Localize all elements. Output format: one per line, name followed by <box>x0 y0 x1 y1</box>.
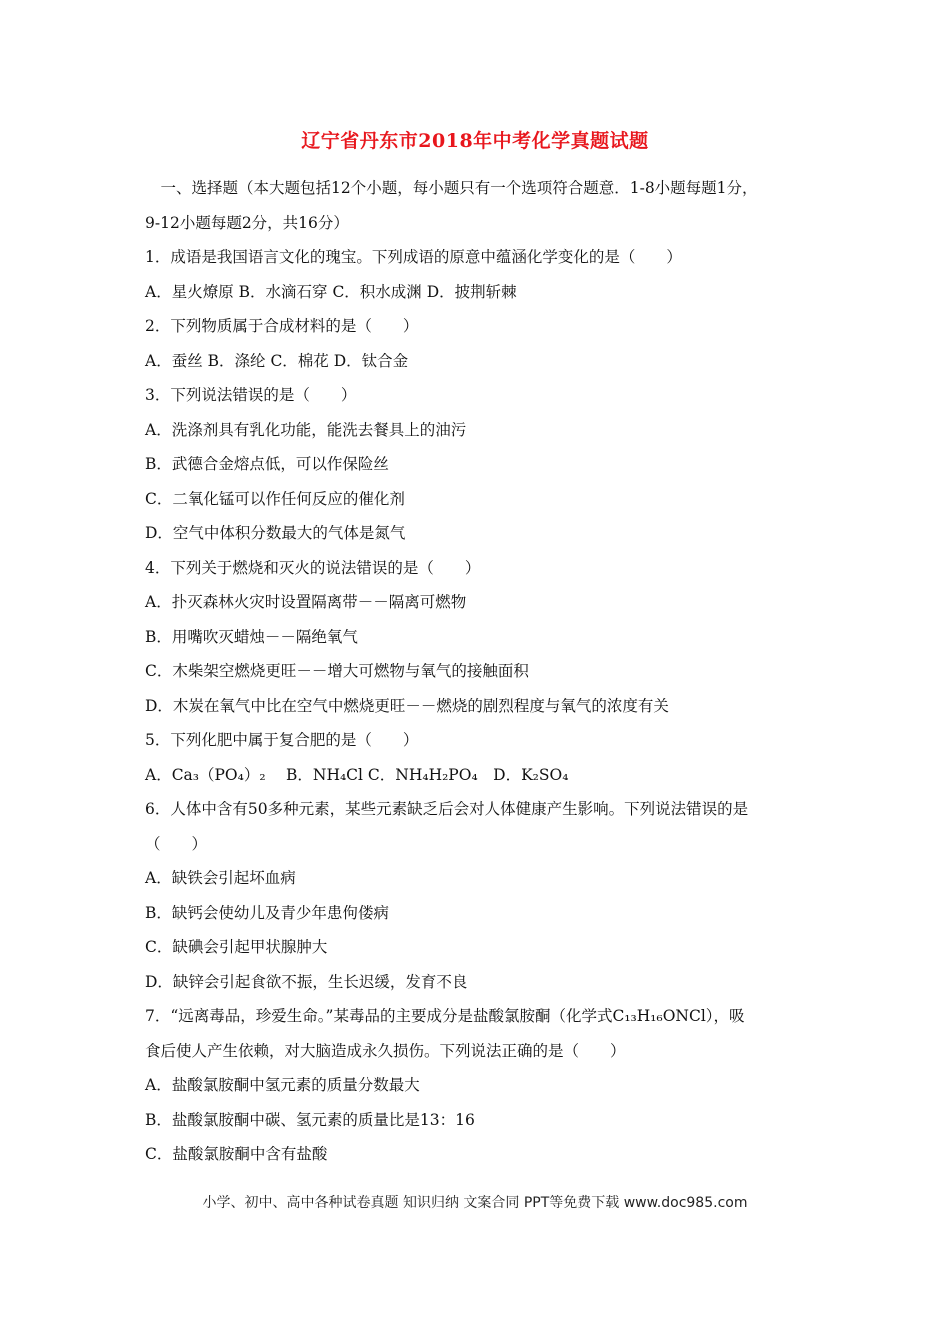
question-6-option-c: C．缺碘会引起甲状腺肿大 <box>145 938 328 956</box>
page-title: 辽宁省丹东市2018年中考化学真题试题 <box>301 130 649 152</box>
question-6-cont: （ ） <box>145 834 208 853</box>
question-2: 2．下列物质属于合成材料的是（ ） <box>145 317 419 335</box>
question-1: 1．成语是我国语言文化的瑰宝。下列成语的原意中蕴涵化学变化的是（ ） <box>145 248 682 266</box>
question-3-option-a: A．洗涤剂具有乳化功能，能洗去餐具上的油污 <box>145 420 467 439</box>
question-4-option-d: D．木炭在氧气中比在空气中燃烧更旺－－燃烧的剧烈程度与氧气的浓度有关 <box>145 696 669 715</box>
question-3-option-d: D．空气中体积分数最大的气体是氮气 <box>145 524 406 542</box>
question-2-options: A．蚕丝 B．涤纶 C．棉花 D．钛合金 <box>145 351 409 370</box>
question-4: 4．下列关于燃烧和灭火的说法错误的是（ ） <box>145 558 481 577</box>
question-3-option-c: C．二氧化锰可以作任何反应的催化剂 <box>145 489 405 508</box>
question-6-option-b: B．缺钙会使幼儿及青少年患佝偻病 <box>145 903 389 922</box>
question-7-option-c: C．盐酸氯胺酮中含有盐酸 <box>145 1145 328 1163</box>
question-7-option-a: A．盐酸氯胺酮中氢元素的质量分数最大 <box>145 1076 420 1094</box>
question-5-options: A．Ca₃（PO₄）₂ B．NH₄Cl C．NH₄H₂PO₄ D．K₂SO₄ <box>145 765 569 784</box>
question-3-option-b: B．武德合金熔点低，可以作保险丝 <box>145 455 389 473</box>
section-heading: 一、选择题（本大题包括12个小题，每小题只有一个选项符合题意．1-8小题每题1分， <box>145 179 758 197</box>
section-heading-cont: 9-12小题每题2分，共16分） <box>145 213 349 232</box>
question-1-options: A．星火燎原 B．水滴石穿 C．积水成渊 D．披荆斩棘 <box>145 282 517 301</box>
question-5: 5．下列化肥中属于复合肥的是（ ） <box>145 731 419 749</box>
question-4-option-a: A．扑灭森林火灾时设置隔离带－－隔离可燃物 <box>145 593 467 611</box>
question-7: 7．“远离毒品，珍爱生命。”某毒品的主要成分是盐酸氯胺酮（化学式C₁₃H₁₆ONCl），吸 <box>145 1007 745 1025</box>
question-6: 6．人体中含有50多种元素，某些元素缺乏后会对人体健康产生影响。下列说法错误的是 <box>145 800 749 818</box>
question-7-cont: 食后使人产生依赖，对大脑造成永久损伤。下列说法正确的是（ ） <box>145 1041 626 1060</box>
question-6-option-d: D．缺锌会引起食欲不振，生长迟缓，发育不良 <box>145 972 468 991</box>
question-6-option-a: A．缺铁会引起坏血病 <box>145 869 296 887</box>
question-3: 3．下列说法错误的是（ ） <box>145 386 357 404</box>
question-4-option-b: B．用嘴吹灭蜡烛－－隔绝氧气 <box>145 627 358 646</box>
question-7-option-b: B．盐酸氯胺酮中碳、氢元素的质量比是13：16 <box>145 1110 475 1129</box>
footer-advert: 小学、初中、高中各种试卷真题 知识归纳 文案合同 PPT等免费下载 www.doc985.com <box>202 1195 748 1211</box>
question-4-option-c: C．木柴架空燃烧更旺－－增大可燃物与氧气的接触面积 <box>145 662 529 680</box>
exam-body <box>145 171 825 1172</box>
